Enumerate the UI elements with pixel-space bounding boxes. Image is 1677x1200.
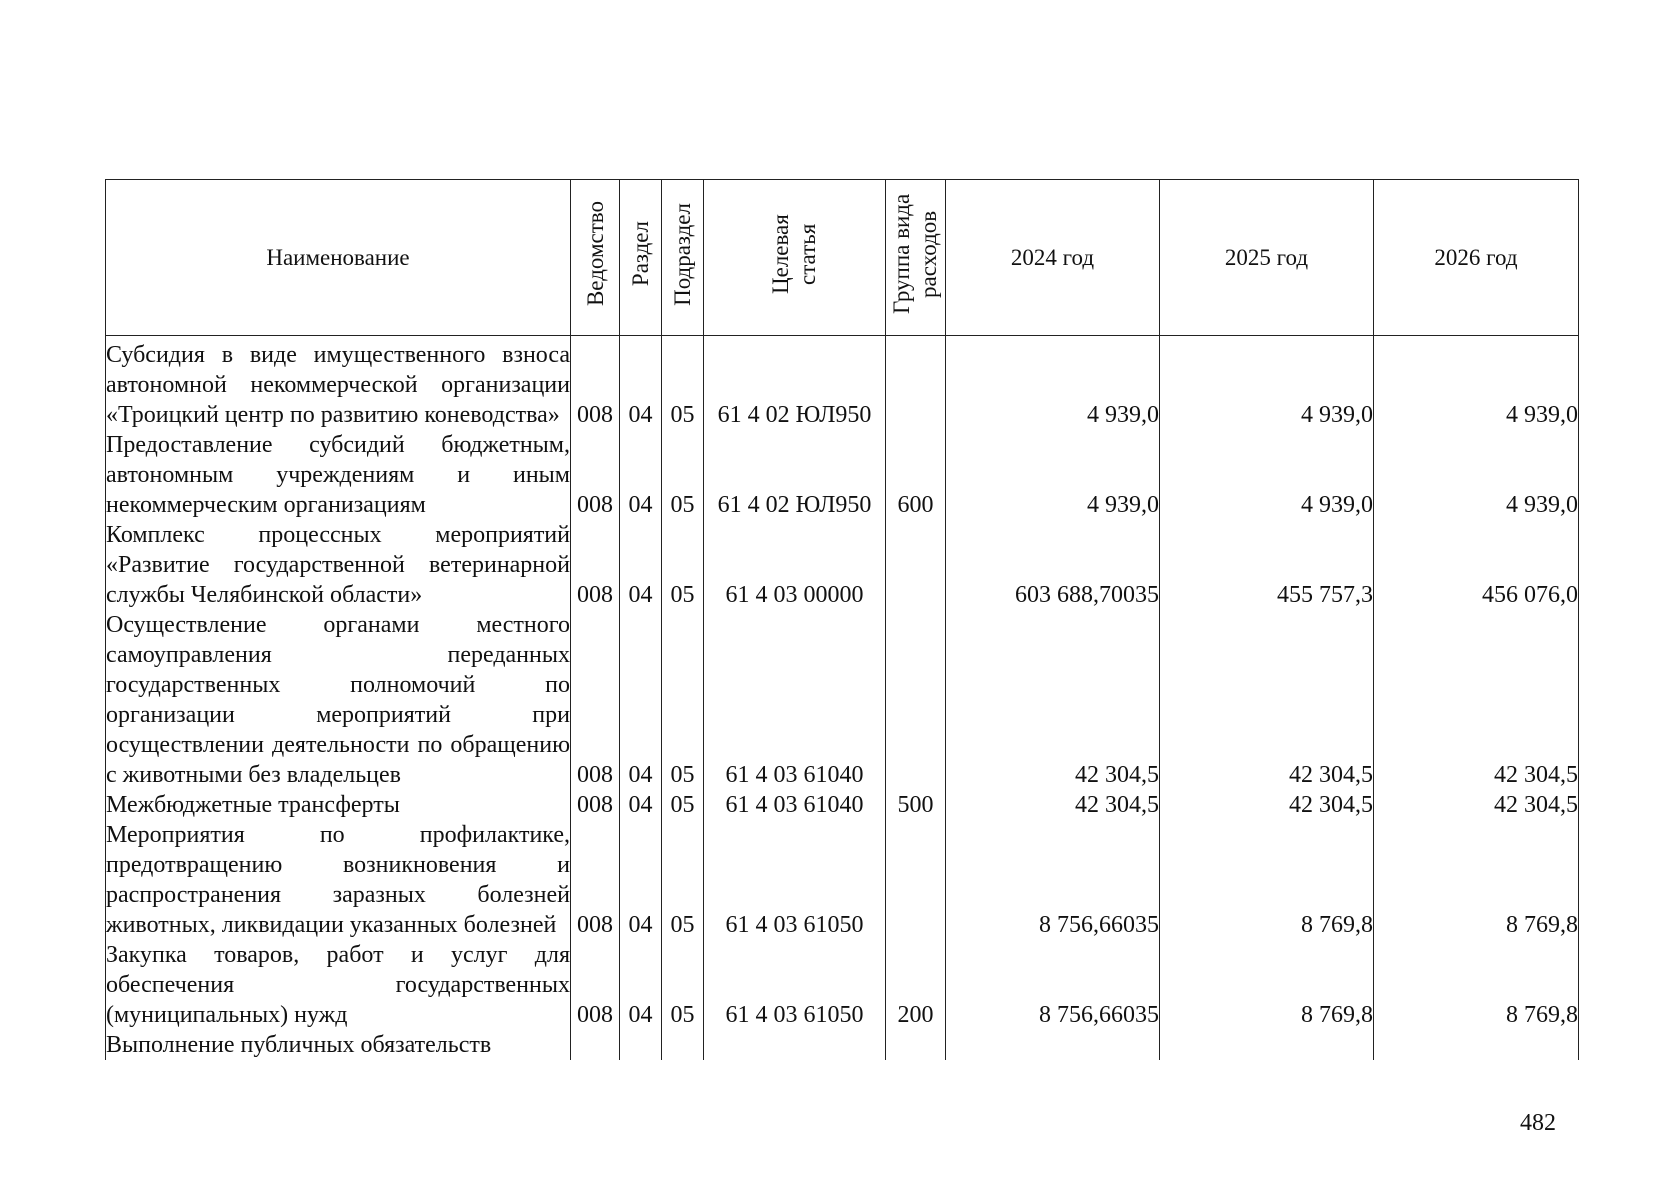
table-row [106,520,1579,610]
row-amount-2025: 42 304,5 [1160,610,1374,790]
header-target-article-label: Целевая статья [767,214,820,294]
budget-table [105,179,1579,1060]
header-section-label: Раздел [628,221,653,287]
row-expense-group [886,610,946,790]
row-expense-group [886,1030,946,1060]
row-department: 008 [571,820,620,940]
row-amount-2024: 8 756,66035 [946,940,1160,1030]
row-amount-2025: 455 757,3 [1160,520,1374,610]
row-amount-2024: 4 939,0 [946,336,1160,431]
row-subsection: 05 [662,790,704,820]
row-target-article: 61 4 02 ЮЛ950 [704,336,886,431]
row-amount-2026: 42 304,5 [1374,610,1579,790]
page-number: 482 [1520,1110,1556,1136]
row-subsection: 05 [662,520,704,610]
row-amount-2024: 4 939,0 [946,430,1160,520]
row-subsection: 05 [662,430,704,520]
table-row [106,940,1579,1030]
row-section: 04 [620,790,662,820]
row-amount-2024 [946,1030,1160,1060]
row-department [571,1030,620,1060]
row-target-article: 61 4 03 61040 [704,790,886,820]
row-subsection [662,1030,704,1060]
row-amount-2024: 8 756,66035 [946,820,1160,940]
row-name: Мероприятия по профилактике, предотвращению возникновения и распространения заразных болезней животных, ликвидации указанных болезней [106,822,570,938]
row-name: Предоставление субсидий бюджетным, автономным учреждениям и иным некоммерческим организациям [106,432,570,518]
row-section: 04 [620,940,662,1030]
row-amount-2025: 8 769,8 [1160,940,1374,1030]
row-name: Выполнение публичных обязательств [106,1030,571,1060]
row-target-article: 61 4 03 00000 [704,520,886,610]
row-target-article: 61 4 02 ЮЛ950 [704,430,886,520]
row-amount-2024: 603 688,70035 [946,520,1160,610]
header-subsection [662,180,704,336]
table-header-row [106,180,1579,336]
row-expense-group [886,520,946,610]
row-amount-2026: 456 076,0 [1374,520,1579,610]
row-section [620,1030,662,1060]
row-amount-2024: 42 304,5 [946,610,1160,790]
row-section: 04 [620,820,662,940]
row-subsection: 05 [662,820,704,940]
row-department: 008 [571,940,620,1030]
row-target-article [704,1030,886,1060]
header-expense-group [886,180,946,336]
row-section: 04 [620,430,662,520]
row-amount-2026: 42 304,5 [1374,790,1579,820]
row-amount-2026 [1374,1030,1579,1060]
row-amount-2025: 4 939,0 [1160,336,1374,431]
row-target-article: 61 4 03 61050 [704,820,886,940]
header-subsection-label: Подраздел [670,202,695,306]
row-expense-group [886,336,946,431]
header-year-2025: 2025 год [1160,180,1374,336]
row-section: 04 [620,520,662,610]
header-expense-group-label: Группа вида расходов [888,193,941,315]
table-row [106,790,1579,820]
row-name: Межбюджетные трансферты [106,790,571,820]
table-row [106,430,1579,520]
row-name: Закупка товаров, работ и услуг для обеспечения государственных (муниципальных) нужд [106,942,570,1028]
row-amount-2024: 42 304,5 [946,790,1160,820]
row-expense-group: 600 [886,430,946,520]
row-amount-2025: 8 769,8 [1160,820,1374,940]
header-target-article [704,180,886,336]
header-department-label: Ведомство [582,201,608,307]
row-amount-2026: 8 769,8 [1374,940,1579,1030]
row-name: Комплекс процессных мероприятий «Развитие государственной ветеринарной службы Челябинской области» [106,522,570,608]
row-amount-2025: 4 939,0 [1160,430,1374,520]
row-name: Осуществление органами местного самоуправления переданных государственных полномочий по организации мероприятий при осуществлении деятельности по обращению с животными без владельцев [106,612,570,788]
header-year-2026: 2026 год [1374,180,1579,336]
row-target-article: 61 4 03 61040 [704,610,886,790]
row-department: 008 [571,430,620,520]
row-subsection: 05 [662,610,704,790]
row-amount-2026: 4 939,0 [1374,430,1579,520]
table-row [106,820,1579,940]
row-expense-group [886,820,946,940]
header-year-2024: 2024 год [946,180,1160,336]
row-amount-2026: 4 939,0 [1374,336,1579,431]
row-subsection: 05 [662,940,704,1030]
row-department: 008 [571,610,620,790]
header-section [620,180,662,336]
row-department: 008 [571,790,620,820]
row-department: 008 [571,520,620,610]
row-department: 008 [571,336,620,431]
header-name: Наименование [106,180,571,336]
row-name: Субсидия в виде имущественного взноса автономной некоммерческой организации «Троицкий центр по развитию коневодства» [106,336,571,431]
row-target-article: 61 4 03 61050 [704,940,886,1030]
table-row [106,1030,1579,1060]
row-subsection: 05 [662,336,704,431]
row-expense-group: 500 [886,790,946,820]
row-expense-group: 200 [886,940,946,1030]
row-amount-2025: 42 304,5 [1160,790,1374,820]
row-section: 04 [620,610,662,790]
row-section: 04 [620,336,662,431]
table-row [106,336,1579,431]
row-amount-2025 [1160,1030,1374,1060]
row-amount-2026: 8 769,8 [1374,820,1579,940]
table-row [106,610,1579,790]
header-department [571,180,620,336]
